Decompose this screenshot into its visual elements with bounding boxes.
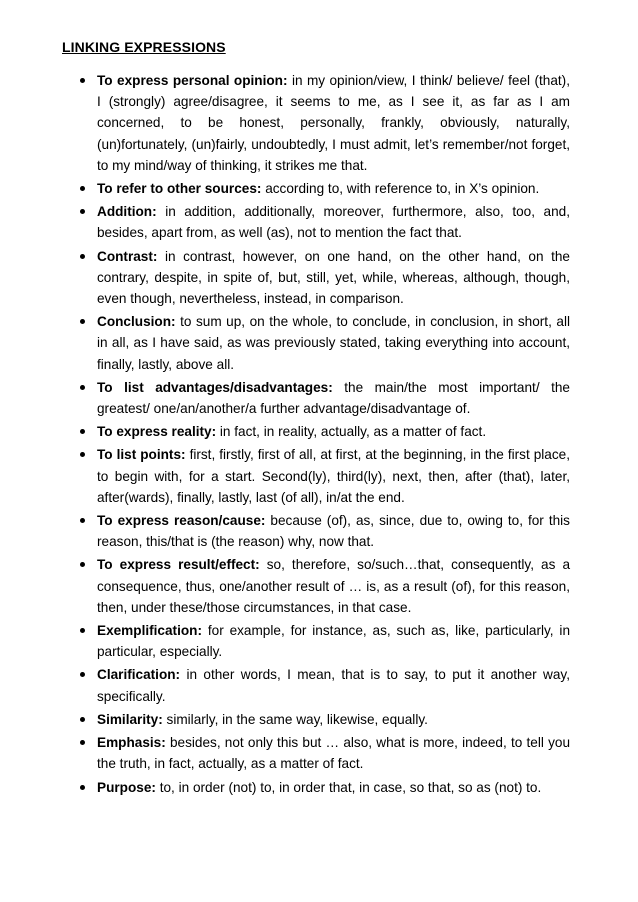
linking-expressions-list (80, 70, 570, 800)
list-item (80, 70, 570, 176)
bullet-icon (80, 562, 85, 567)
bullet-icon (80, 628, 85, 633)
list-item (80, 777, 570, 798)
list-item (80, 246, 570, 310)
bullet-icon (80, 717, 85, 722)
bullet-icon (80, 785, 85, 790)
list-item-text: according to, with reference to, in X’s opinion. (265, 181, 540, 197)
list-item (80, 709, 570, 730)
bullet-icon (80, 672, 85, 677)
list-item (80, 620, 570, 662)
list-item (80, 377, 570, 419)
list-item-term: Purpose: (97, 779, 156, 795)
list-item (80, 421, 570, 442)
list-item-text: besides, not only this but … also, what is more, indeed, to tell you the truth, in fact, actually, as a matter of fact. (97, 735, 571, 772)
list-item-term: To express result/effect: (97, 557, 260, 573)
list-item-text: in my opinion/view, I think/ believe/ feel (that), I (strongly) agree/disagree, it seems to me, as I see it, as far as I am concerned, to be honest, personally, frankly, obviously, naturally, (un)fortunately, (un)fairly, undoubtedly, I must admit, let’s remember/not forget, to my mind/way of thinking, it strikes me that. (97, 73, 570, 173)
list-item (80, 510, 570, 552)
bullet-icon (80, 429, 85, 434)
list-item-text: so, therefore, so/such…that, consequently, as a consequence, thus, one/another result of … is, as a result (of), for this reason, then, under these/those circumstances, in that case. (97, 557, 571, 615)
list-item (80, 732, 570, 774)
bullet-icon (80, 254, 85, 259)
bullet-icon (80, 740, 85, 745)
list-item-term: To list advantages/disadvantages: (97, 379, 333, 395)
list-item-text: in fact, in reality, actually, as a matter of fact. (219, 424, 487, 440)
list-item-term: To list points: (97, 447, 186, 463)
list-item-term: To refer to other sources: (97, 181, 262, 197)
list-item-text: the main/the most important/ the greatest/ one/an/another/a further advantage/disadvantage of. (97, 379, 570, 417)
bullet-icon (80, 385, 85, 390)
list-item (80, 201, 570, 243)
bullet-icon (80, 452, 85, 457)
list-item-term: Emphasis: (97, 735, 166, 751)
list-item (80, 444, 570, 508)
list-item-text: first, firstly, first of all, at first, at the beginning, in the first place, to begin with, for a start. Second(ly), third(ly), next, then, after (that), later, after(wards), finally, lastly, last (of all), in/at the end. (97, 447, 571, 505)
list-item (80, 664, 570, 706)
list-item-term: Addition: (97, 204, 157, 220)
list-item-text: to sum up, on the whole, to conclude, in conclusion, in short, all in all, as I have said, as was previously stated, taking everything into account, finally, lastly, above all. (97, 314, 570, 372)
list-item-term: To express reality: (97, 424, 217, 440)
list-item-text: in contrast, however, on one hand, on the other hand, on the contrary, despite, in spite of, but, still, yet, while, whereas, although, though, even though, nevertheless, instead, in comparison. (97, 248, 570, 307)
bullet-icon (80, 78, 85, 83)
list-item-term: Clarification: (97, 667, 181, 683)
list-item-text: similarly, in the same way, likewise, equally. (166, 711, 428, 727)
list-item-term: To express personal opinion: (97, 73, 288, 88)
page-title: LINKING EXPRESSIONS (62, 39, 226, 55)
list-item-term: Exemplification: (97, 623, 202, 639)
list-item-term: Conclusion: (97, 314, 176, 330)
list-item (80, 311, 570, 375)
bullet-icon (80, 186, 85, 191)
bullet-icon (80, 319, 85, 324)
list-item-term: Contrast: (97, 248, 158, 264)
list-item-term: Similarity: (97, 711, 163, 727)
list-item-text: because (of), as, since, due to, owing to, for this reason, this/that is (the reason) why, now that. (97, 513, 570, 550)
bullet-icon (80, 518, 85, 523)
list-item-text: for example, for instance, as, such as, like, particularly, in particular, especially. (97, 623, 571, 660)
list-item-text: in other words, I mean, that is to say, to put it another way, specifically. (97, 667, 570, 704)
list-item (80, 178, 570, 199)
list-item-text: to, in order (not) to, in order that, in case, so that, so as (not) to. (159, 779, 542, 795)
list-item-text: in addition, additionally, moreover, furthermore, also, too, and, besides, apart from, as well (as), not to mention the fact that. (97, 204, 570, 241)
list-item (80, 554, 570, 618)
list-item-term: To express reason/cause: (97, 513, 266, 529)
bullet-icon (80, 209, 85, 214)
